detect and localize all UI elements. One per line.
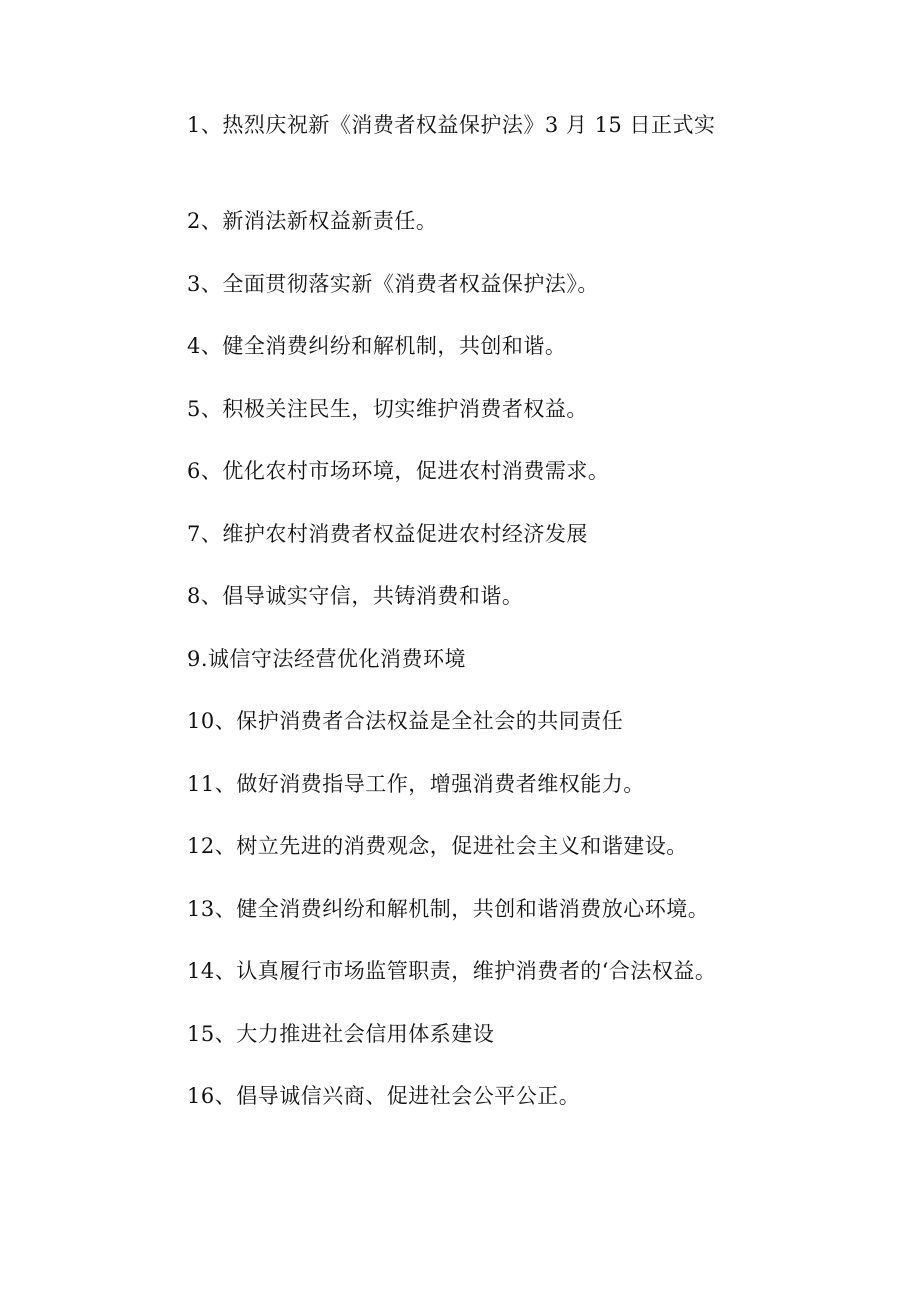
slogan-line-7: 7、维护农村消费者权益促进农村经济发展	[187, 521, 588, 546]
slogan-line-16: 16、倡导诚信兴商、促进社会公平公正。	[187, 1084, 581, 1108]
slogan-line-1: 1、热烈庆祝新《消费者权益保护法》3 月 15 日正式实	[187, 113, 716, 137]
slogan-line-15: 15、大力推进社会信用体系建设	[187, 1021, 495, 1046]
slogan-line-8: 8、倡导诚实守信，共铸消费和谐。	[187, 584, 524, 608]
slogan-line-14: 14、认真履行市场监管职责，维护消费者的‘合法权益。	[187, 959, 717, 983]
slogan-line-6: 6、优化农村市场环境，促进农村消费需求。	[187, 459, 610, 483]
slogan-line-5: 5、积极关注民生，切实维护消费者权益。	[187, 396, 588, 421]
slogan-line-4: 4、健全消费纠纷和解机制，共创和谐。	[187, 334, 567, 358]
slogan-line-12: 12、树立先进的消费观念，促进社会主义和谐建设。	[187, 834, 688, 858]
slogan-list	[187, 108, 887, 1142]
slogan-line-2: 2、新消法新权益新责任。	[187, 209, 438, 233]
slogan-line-9: 9.诚信守法经营优化消费环境	[187, 646, 467, 671]
slogan-line-11: 11、做好消费指导工作，增强消费者维权能力。	[187, 771, 645, 796]
slogan-line-13: 13、健全消费纠纷和解机制，共创和谐消费放心环境。	[187, 896, 710, 921]
slogan-line-10: 10、保护消费者合法权益是全社会的共同责任	[187, 709, 624, 733]
slogan-line-3: 3、全面贯彻落实新《消费者权益保护法》。	[187, 271, 599, 296]
